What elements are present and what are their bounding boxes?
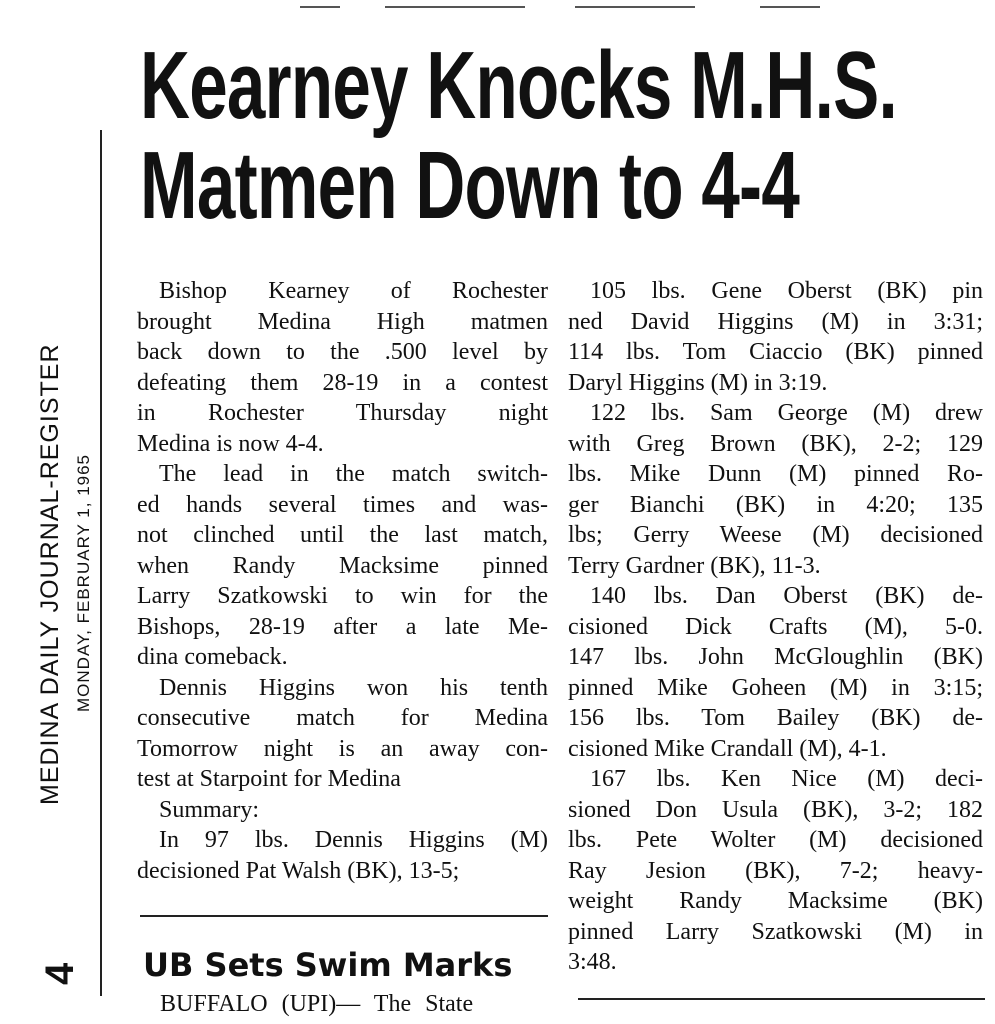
text-line: ned David Higgins (M) in 3:31; — [568, 308, 983, 335]
text-line: Medina is now 4-4. — [137, 430, 324, 457]
article-paragraph — [568, 398, 983, 581]
text-line: sioned Don Usula (BK), 3-2; 182 — [568, 796, 983, 823]
article-paragraph — [137, 459, 548, 673]
article-paragraph — [137, 673, 548, 795]
article-paragraph — [568, 764, 983, 978]
decorative-dash — [575, 6, 695, 8]
text-line: 147 lbs. John McGloughlin (BK) — [568, 644, 983, 670]
text-line: not clinched until the last match, — [137, 522, 548, 548]
text-line: pinned Mike Goheen (M) in 3:15; — [568, 674, 983, 701]
article-paragraph — [568, 581, 983, 764]
text-line: in Rochester Thursday night — [137, 400, 548, 426]
text-line: dina comeback. — [137, 644, 288, 670]
text-line: Tomorrow night is an away con- — [137, 735, 548, 762]
text-line: test at Starpoint for Medina — [137, 766, 401, 792]
decorative-dash — [300, 6, 340, 8]
text-line: pinned Larry Szatkowski (M) in — [568, 918, 983, 945]
article-left-column — [137, 276, 548, 886]
article-right-column — [568, 276, 983, 978]
text-line: Bishop Kearney of Rochester — [159, 278, 548, 304]
text-line: 140 lbs. Dan Oberst (BK) de- — [590, 583, 983, 609]
next-article-dateline: BUFFALO (UPI)— The State — [160, 991, 474, 1017]
text-line: 167 lbs. Ken Nice (M) deci- — [590, 766, 983, 792]
headline-line: Kearney Knocks M.H.S. — [140, 32, 897, 139]
text-line: Bishops, 28-19 after a late Me- — [137, 613, 548, 640]
headline — [140, 32, 897, 239]
text-line: 122 lbs. Sam George (M) drew — [590, 400, 983, 426]
newspaper-name: MEDINA DAILY JOURNAL-REGISTER — [36, 343, 64, 805]
text-line: with Greg Brown (BK), 2-2; 129 — [568, 430, 983, 457]
text-line: weight Randy Macksime (BK) — [568, 888, 983, 914]
text-line: 3:48. — [568, 949, 617, 975]
headline-line: Matmen Down to 4-4 — [140, 132, 800, 239]
text-line: The lead in the match switch- — [159, 461, 548, 487]
text-line: cisioned Dick Crafts (M), 5-0. — [568, 613, 983, 640]
text-line: In 97 lbs. Dennis Higgins (M) — [159, 827, 548, 853]
next-article-headline: UB Sets Swim Marks — [143, 946, 513, 984]
section-rule — [140, 915, 548, 917]
text-line: back down to the .500 level by — [137, 339, 548, 365]
text-line: 114 lbs. Tom Ciaccio (BK) pinned — [568, 339, 983, 365]
article-paragraph — [137, 825, 548, 886]
text-line: lbs; Gerry Weese (M) decisioned — [568, 522, 983, 548]
text-line: 105 lbs. Gene Oberst (BK) pin — [590, 278, 983, 304]
text-line: defeating them 28-19 in a contest — [137, 369, 548, 396]
text-line: Dennis Higgins won his tenth — [159, 674, 548, 701]
article-paragraph — [137, 276, 548, 459]
article-paragraph — [137, 795, 548, 826]
text-line: lbs. Pete Wolter (M) decisioned — [568, 827, 983, 853]
text-line: 156 lbs. Tom Bailey (BK) de- — [568, 705, 983, 731]
text-line: consecutive match for Medina — [137, 705, 548, 731]
text-line: Ray Jesion (BK), 7-2; heavy- — [568, 857, 983, 884]
page-number: 4 — [38, 962, 82, 985]
section-rule — [578, 998, 985, 1000]
text-line: lbs. Mike Dunn (M) pinned Ro- — [568, 461, 983, 487]
decorative-dash — [760, 6, 820, 8]
text-line: Summary: — [159, 796, 259, 823]
text-line: brought Medina High matmen — [137, 308, 548, 335]
text-line: ger Bianchi (BK) in 4:20; 135 — [568, 491, 983, 518]
article-paragraph — [568, 276, 983, 398]
text-line: Terry Gardner (BK), 11-3. — [568, 552, 821, 579]
text-line: Daryl Higgins (M) in 3:19. — [568, 369, 828, 396]
publication-date: MONDAY, FEBRUARY 1, 1965 — [74, 453, 93, 712]
text-line: cisioned Mike Crandall (M), 4-1. — [568, 735, 887, 762]
text-line: ed hands several times and was- — [137, 491, 548, 518]
column-divider — [100, 130, 102, 996]
text-line: decisioned Pat Walsh (BK), 13-5; — [137, 857, 460, 884]
decorative-dash — [385, 6, 525, 8]
text-line: Larry Szatkowski to win for the — [137, 583, 548, 609]
text-line: when Randy Macksime pinned — [137, 552, 548, 579]
